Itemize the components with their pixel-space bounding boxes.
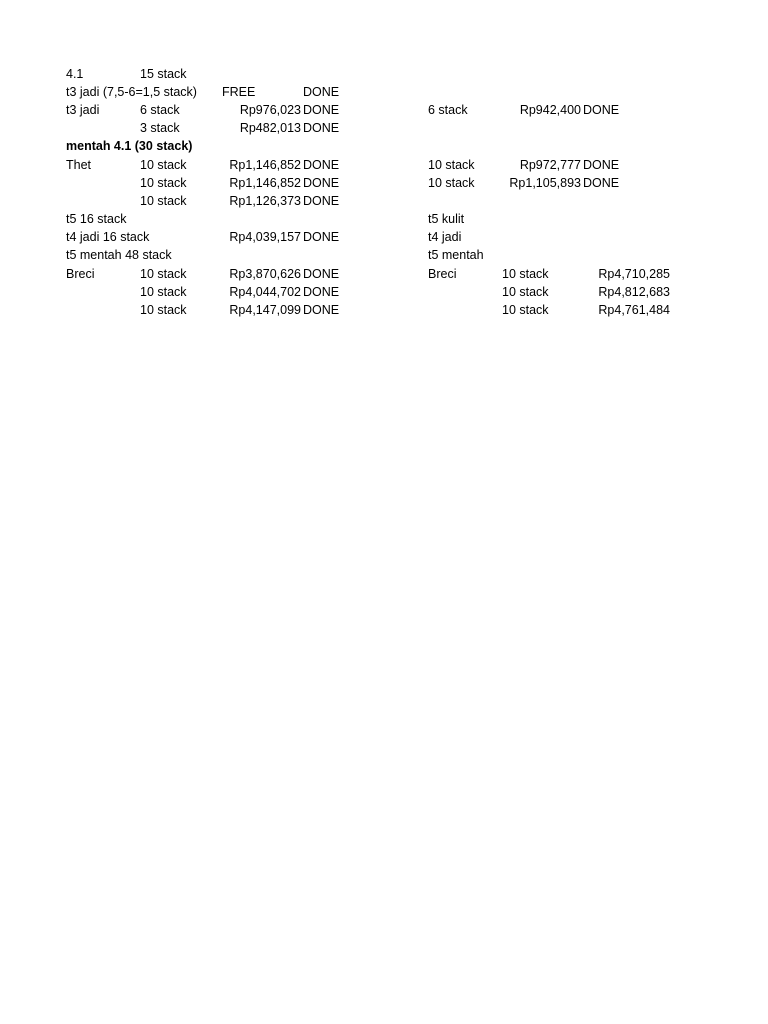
cell-right-label[interactable]: t5 mentah xyxy=(428,248,484,262)
cell-amount[interactable]: Rp1,126,373 xyxy=(229,194,301,208)
cell-status[interactable]: DONE xyxy=(303,303,340,317)
cell-free[interactable]: FREE xyxy=(222,85,256,99)
cell-label[interactable]: 4.1 xyxy=(66,67,84,81)
cell-status[interactable]: DONE xyxy=(303,267,340,281)
cell-right-quantity[interactable]: 6 stack xyxy=(428,103,468,117)
cell-status[interactable]: DONE xyxy=(303,121,340,135)
sheet-row xyxy=(0,192,768,210)
sheet-row xyxy=(0,83,768,101)
cell-right-status[interactable]: DONE xyxy=(583,103,620,117)
sheet-row xyxy=(0,65,768,83)
cell-right-label[interactable]: Breci xyxy=(428,267,457,281)
cell-status[interactable]: DONE xyxy=(303,158,340,172)
cell-right-amount[interactable]: Rp972,777 xyxy=(519,158,581,172)
cell-right-quantity[interactable]: 10 stack xyxy=(502,303,549,317)
cell-right-quantity[interactable]: 10 stack xyxy=(502,285,549,299)
cell-right-label[interactable]: t4 jadi xyxy=(428,230,462,244)
cell-amount[interactable]: Rp976,023 xyxy=(239,103,301,117)
cell-right-quantity[interactable]: 10 stack xyxy=(428,158,475,172)
cell-quantity[interactable]: 6 stack xyxy=(140,103,180,117)
cell-quantity[interactable]: 10 stack xyxy=(140,267,187,281)
sheet-row xyxy=(0,228,768,246)
sheet-row xyxy=(0,210,768,228)
cell-amount[interactable]: Rp1,146,852 xyxy=(229,176,301,190)
cell-right-amount[interactable]: Rp4,761,484 xyxy=(598,303,670,317)
cell-status[interactable]: DONE xyxy=(303,85,340,99)
cell-label[interactable]: t4 jadi 16 stack xyxy=(66,230,150,244)
cell-status[interactable]: DONE xyxy=(303,285,340,299)
cell-right-status[interactable]: DONE xyxy=(583,158,620,172)
section-heading[interactable]: mentah 4.1 (30 stack) xyxy=(66,139,193,153)
cell-right-amount[interactable]: Rp4,710,285 xyxy=(598,267,670,281)
sheet-row xyxy=(0,301,768,319)
cell-right-amount[interactable]: Rp942,400 xyxy=(519,103,581,117)
cell-status[interactable]: DONE xyxy=(303,194,340,208)
cell-label[interactable]: t3 jadi xyxy=(66,103,100,117)
cell-amount[interactable]: Rp3,870,626 xyxy=(229,267,301,281)
cell-status[interactable]: DONE xyxy=(303,103,340,117)
cell-label[interactable]: t5 16 stack xyxy=(66,212,127,226)
cell-right-amount[interactable]: Rp1,105,893 xyxy=(509,176,581,190)
cell-right-label[interactable]: t5 kulit xyxy=(428,212,465,226)
cell-label[interactable]: Thet xyxy=(66,158,92,172)
sheet-row xyxy=(0,156,768,174)
cell-status[interactable]: DONE xyxy=(303,176,340,190)
sheet-row xyxy=(0,246,768,264)
sheet-row xyxy=(0,174,768,192)
cell-quantity[interactable]: 10 stack xyxy=(140,176,187,190)
cell-amount[interactable]: Rp4,039,157 xyxy=(229,230,301,244)
cell-right-status[interactable]: DONE xyxy=(583,176,620,190)
cell-right-amount[interactable]: Rp4,812,683 xyxy=(598,285,670,299)
sheet-row xyxy=(0,119,768,137)
cell-label[interactable]: t5 mentah 48 stack xyxy=(66,248,172,262)
cell-quantity[interactable]: 10 stack xyxy=(140,194,187,208)
cell-amount[interactable]: Rp4,044,702 xyxy=(229,285,301,299)
sheet-row xyxy=(0,137,768,155)
sheet-row xyxy=(0,283,768,301)
cell-label[interactable]: Breci xyxy=(66,267,95,281)
cell-amount[interactable]: Rp482,013 xyxy=(239,121,301,135)
cell-status[interactable]: DONE xyxy=(303,230,340,244)
cell-quantity[interactable]: 3 stack xyxy=(140,121,180,135)
sheet-row xyxy=(0,101,768,119)
cell-quantity[interactable]: 10 stack xyxy=(140,158,187,172)
cell-amount[interactable]: Rp4,147,099 xyxy=(229,303,301,317)
cell-quantity[interactable]: 10 stack xyxy=(140,285,187,299)
cell-label[interactable]: t3 jadi (7,5-6=1,5 stack) xyxy=(66,85,197,99)
cell-quantity[interactable]: 10 stack xyxy=(140,303,187,317)
cell-amount[interactable]: Rp1,146,852 xyxy=(229,158,301,172)
cell-right-quantity[interactable]: 10 stack xyxy=(502,267,549,281)
sheet-row xyxy=(0,265,768,283)
cell-right-quantity[interactable]: 10 stack xyxy=(428,176,475,190)
cell-quantity[interactable]: 15 stack xyxy=(140,67,187,81)
